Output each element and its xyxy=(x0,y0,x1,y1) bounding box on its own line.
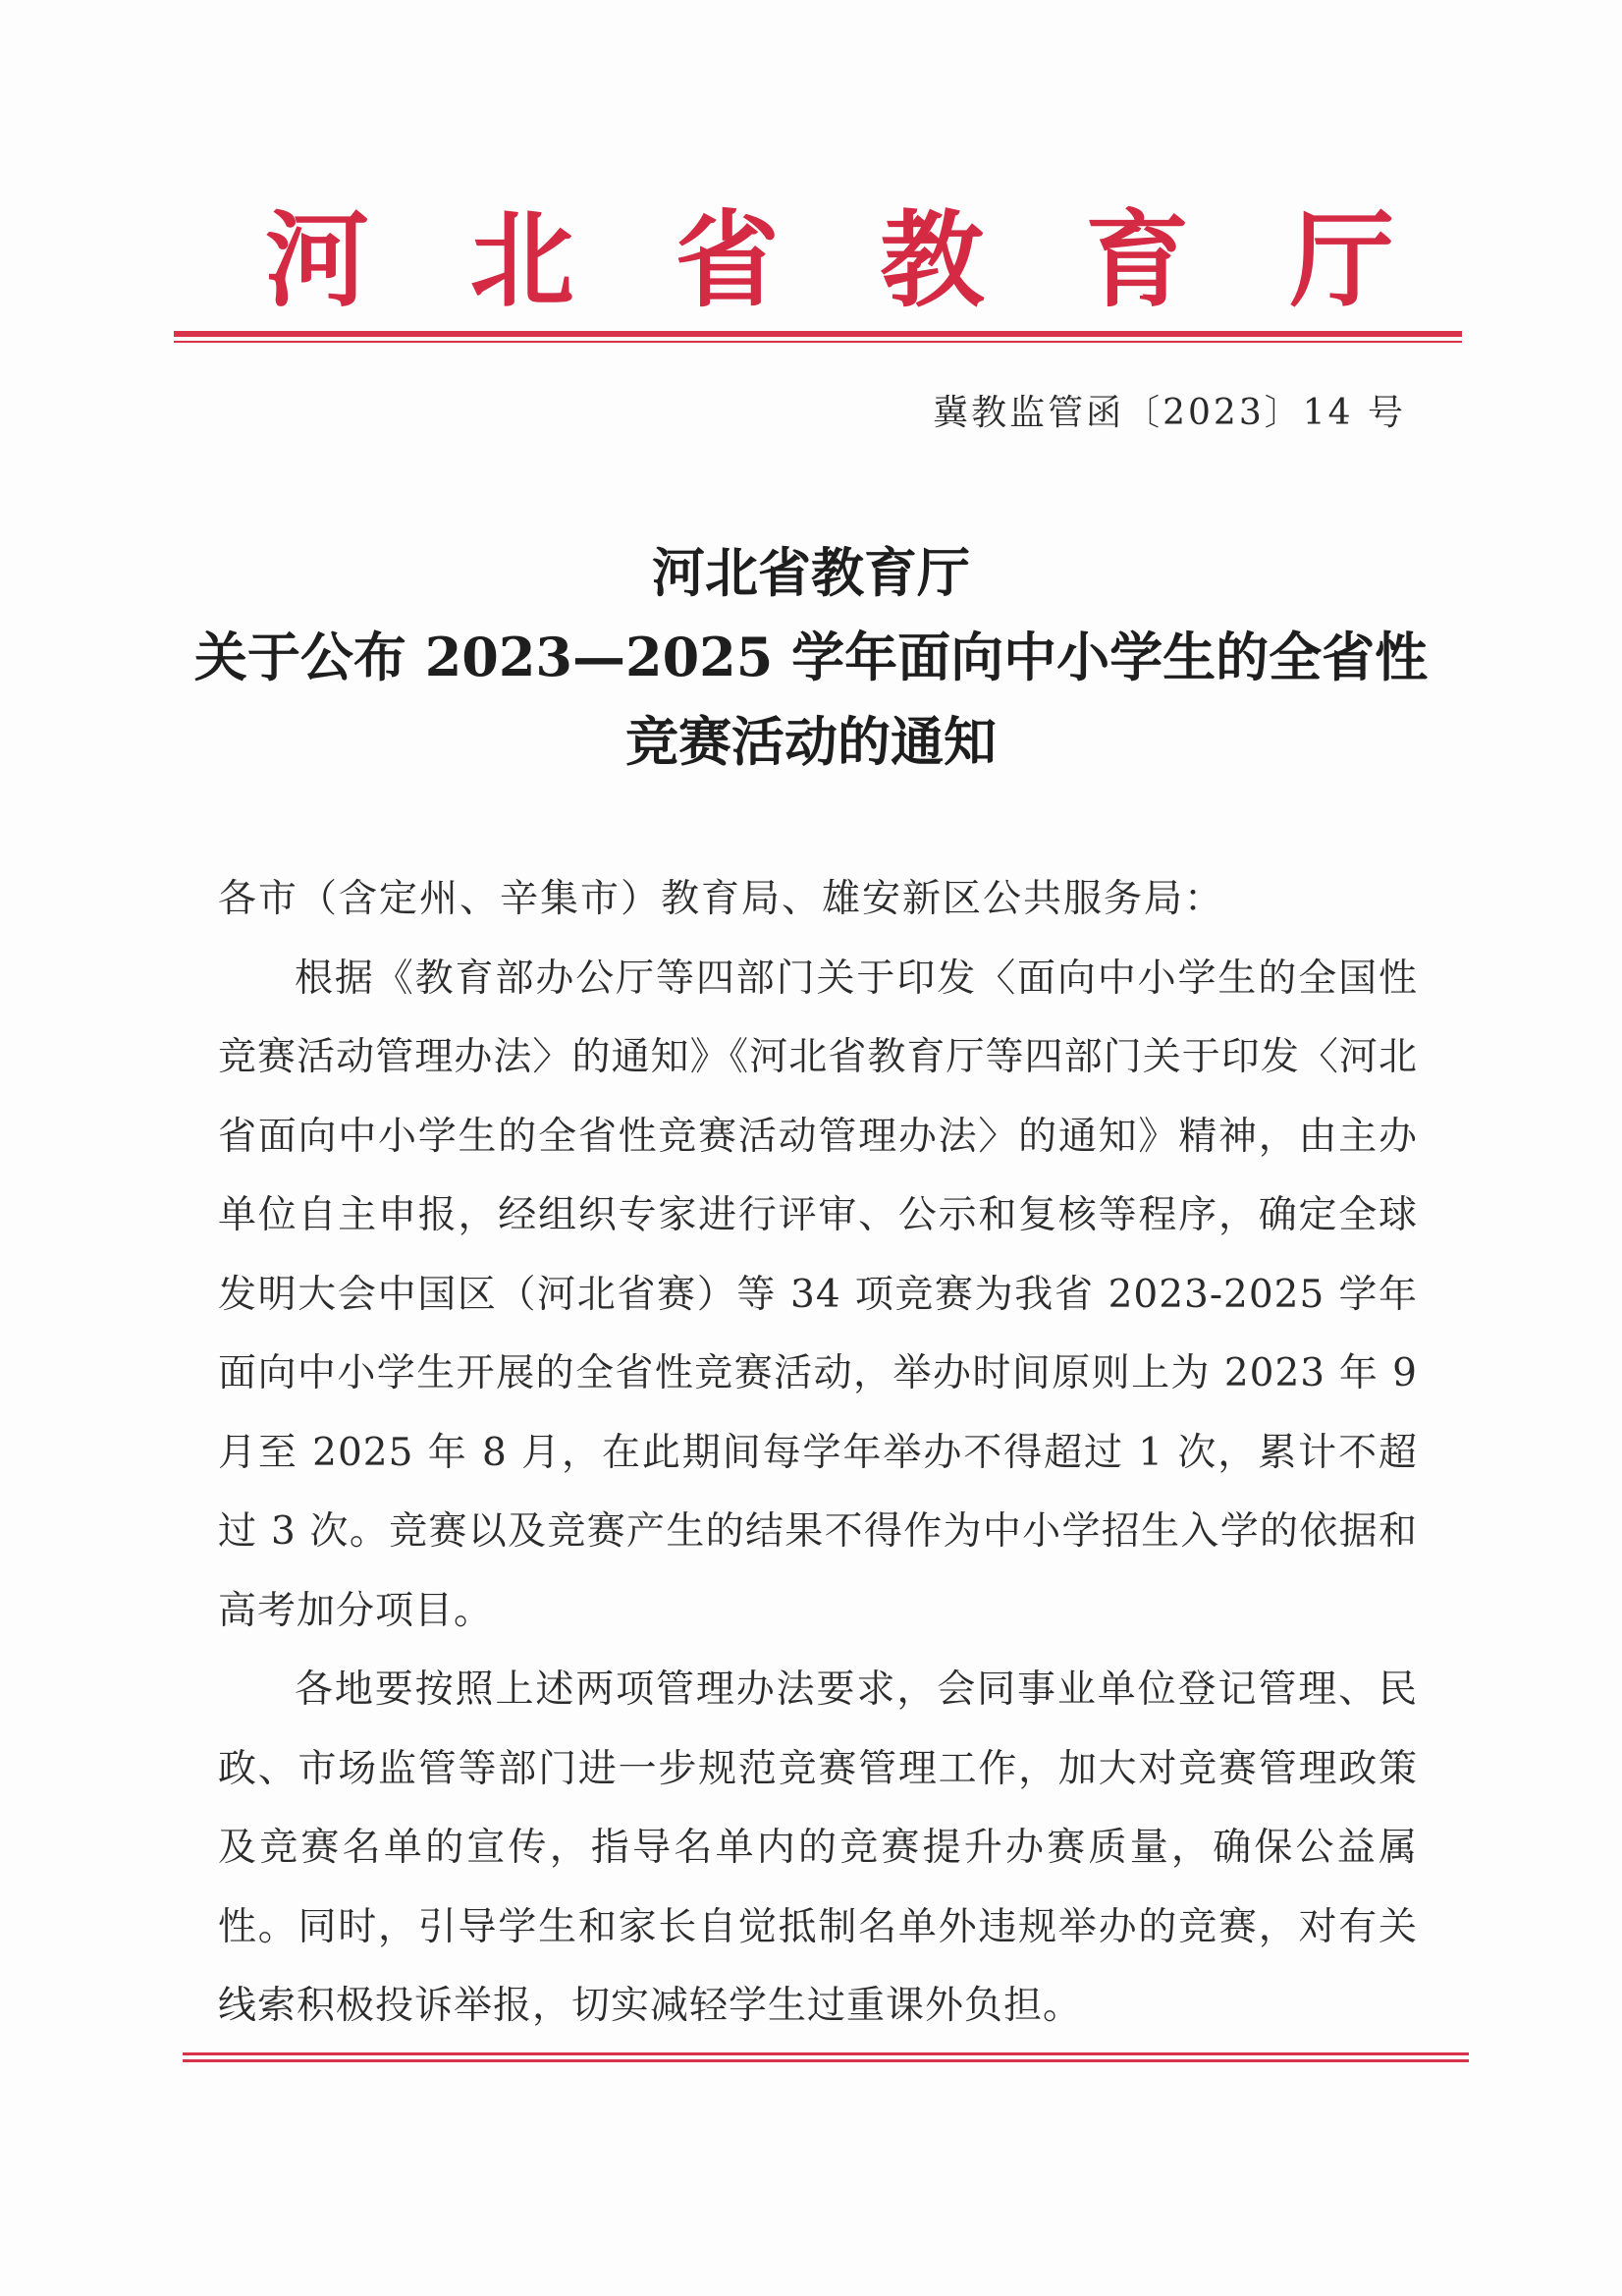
title-line-1: 河北省教育厅 xyxy=(652,541,970,604)
masthead-char: 厅 xyxy=(1289,198,1394,321)
masthead-char: 教 xyxy=(880,198,985,321)
red-rule-thick xyxy=(174,331,1462,337)
footer-red-rule xyxy=(183,2052,1469,2062)
body-paragraph-1: 根据《教育部办公厅等四部门关于印发〈面向中小学生的全国性竞赛活动管理办法〉的通知》《河北省教育厅等四部门关于印发〈河北省面向中小学生的全省性竞赛活动管理办法〉的通知》精神，由主办单位自主申报，经组织专家进行评审、公示和复核等程序，确定全球发明大会中国区（河北省赛）等 34 项竞赛为我省 2023-2025 学年面向中小学生开展的全省性竞赛活动，举办时间原则上为 2023 年 9 月至 2025 年 8 月，在此期间每学年举办不得超过 1 次，累计不超过 3 次。竞赛以及竞赛产生的结果不得作为中小学招生入学的依据和高考加分项目。 xyxy=(218,956,1418,1633)
masthead-char: 省 xyxy=(675,198,780,321)
masthead xyxy=(177,187,1453,334)
masthead-char: 育 xyxy=(1085,198,1190,321)
footer-rule-line xyxy=(183,2059,1469,2062)
salutation: 各市（含定州、辛集市）教育局、雄安新区公共服务局： xyxy=(218,877,1225,921)
red-rule-thin xyxy=(174,341,1462,343)
document-number: 冀教监管函〔2023〕14 号 xyxy=(933,393,1406,433)
title-line-3: 竞赛活动的通知 xyxy=(625,710,997,773)
masthead-char: 北 xyxy=(469,198,574,321)
document-body xyxy=(218,860,1418,2047)
body-paragraph-2: 各地要按照上述两项管理办法要求，会同事业单位登记管理、民政、市场监管等部门进一步规范竞赛管理工作，加大对竞赛管理政策及竞赛名单的宣传，指导名单内的竞赛提升办赛质量，确保公益属性。同时，引导学生和家长自觉抵制名单外违规举办的竞赛，对有关线索积极投诉举报，切实减轻学生过重课外负担。 xyxy=(218,1667,1418,2028)
title-line-2: 关于公布 2023—2025 学年面向中小学生的全省性 xyxy=(193,626,1429,688)
masthead-char: 河 xyxy=(265,198,369,321)
document-title xyxy=(157,530,1465,784)
footer-rule-line xyxy=(183,2052,1469,2055)
